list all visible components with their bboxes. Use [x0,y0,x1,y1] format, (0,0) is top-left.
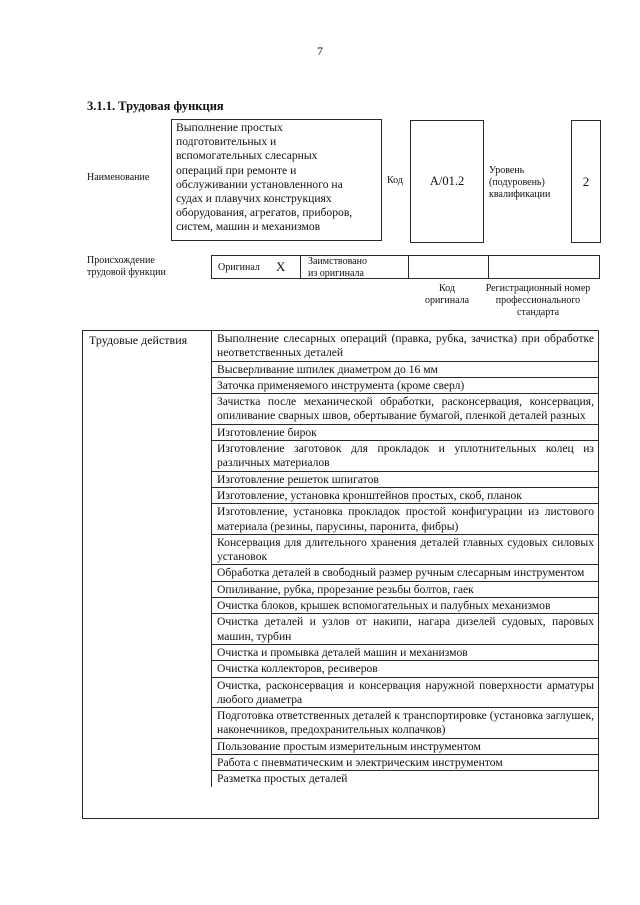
list-item: Высверливание шпилек диаметром до 16 мм [212,362,599,378]
labor-actions-table [82,330,599,819]
list-item: Работа с пневматическим и электрическим инструментом [212,755,599,771]
list-item: Разметка простых деталей [217,772,348,786]
function-name-line: судах и плавучих конструкциях [176,192,332,206]
list-item: Консервация для длительного хранения деталей главных судовых силовых установок [212,535,599,566]
list-item: Зачистка после механической обработки, расконсервация, консервация, опиливание сварных швов, обертывание бумагой, пленкой деталей разных [212,394,599,425]
function-name-box [171,119,382,241]
list-item: Очистка, расконсервация и консервация наружной поверхности арматуры любого диаметра [212,678,599,709]
code-label: Код [387,175,403,186]
list-item: Изготовление, установка кронштейнов простых, скоб, планок [212,488,599,504]
list-item: Очистка блоков, крышек вспомогательных и палубных механизмов [212,598,599,614]
list-item: Изготовление решеток шпигатов [212,472,599,488]
function-name-line: подготовительных и [176,135,277,149]
list-item: Очистка коллекторов, ресиверов [212,661,599,677]
function-name-line: обслуживании установленного на [176,177,343,191]
section-title: 3.1.1. Трудовая функция [87,99,224,113]
original-mark: X [276,259,286,274]
labor-actions-heading: Трудовые действия [89,333,188,347]
list-item: Очистка деталей и узлов от накипи, нагара дизелей судовых, паровых машин, турбин [212,614,599,645]
qualification-level-box: 2 [571,120,601,243]
list-item: Подготовка ответственных деталей к транспортировке (установка заглушек, наконечников, предохранительных колпачков) [212,708,599,739]
list-item: Изготовление, установка прокладок простой конфигурации из листового материала (резины, парусины, паронита, фибры) [212,504,599,535]
function-name-line: вспомогательных слесарных [176,149,318,163]
origin-label: Происхождение трудовой функции [87,255,166,278]
list-item: Пользование простым измерительным инструментом [212,739,599,755]
original-label: Оригинал [218,262,260,273]
function-name-line: Выполнение простых [176,121,283,134]
list-item: Обработка деталей в свободный размер ручным слесарным инструментом [212,565,599,581]
list-item: Изготовление бирок [212,425,599,441]
level-label: Уровень (подуровень) квалификации [489,165,551,200]
page-number: 7 [317,44,323,58]
function-code-box: А/01.2 [410,120,484,243]
borrowed-label: Заимствовано из оригинала [308,256,367,279]
labor-actions-list [211,331,599,787]
list-item: Опиливание, рубка, прорезание резьбы болтов, гаек [212,582,599,598]
reg-number-label: Регистрационный номер профессионального стандарта [485,283,591,318]
list-item: Выполнение слесарных операций (правка, рубка, зачистка) при обработке неответственных деталей [212,331,599,362]
origin-row [211,255,600,279]
name-label: Наименование [87,172,150,183]
list-item: Изготовление заготовок для прокладок и уплотнительных колец из различных материалов [212,441,599,472]
function-name-line: систем, машин и механизмов [176,220,321,234]
original-code-label: Код оригинала [424,283,470,306]
list-item: Очистка и промывка деталей машин и механизмов [212,645,599,661]
function-name-line: операций при ремонте и [176,163,297,177]
list-item: Заточка применяемого инструмента (кроме сверл) [212,378,599,394]
function-name-line: оборудования, агрегатов, приборов, [176,206,353,220]
